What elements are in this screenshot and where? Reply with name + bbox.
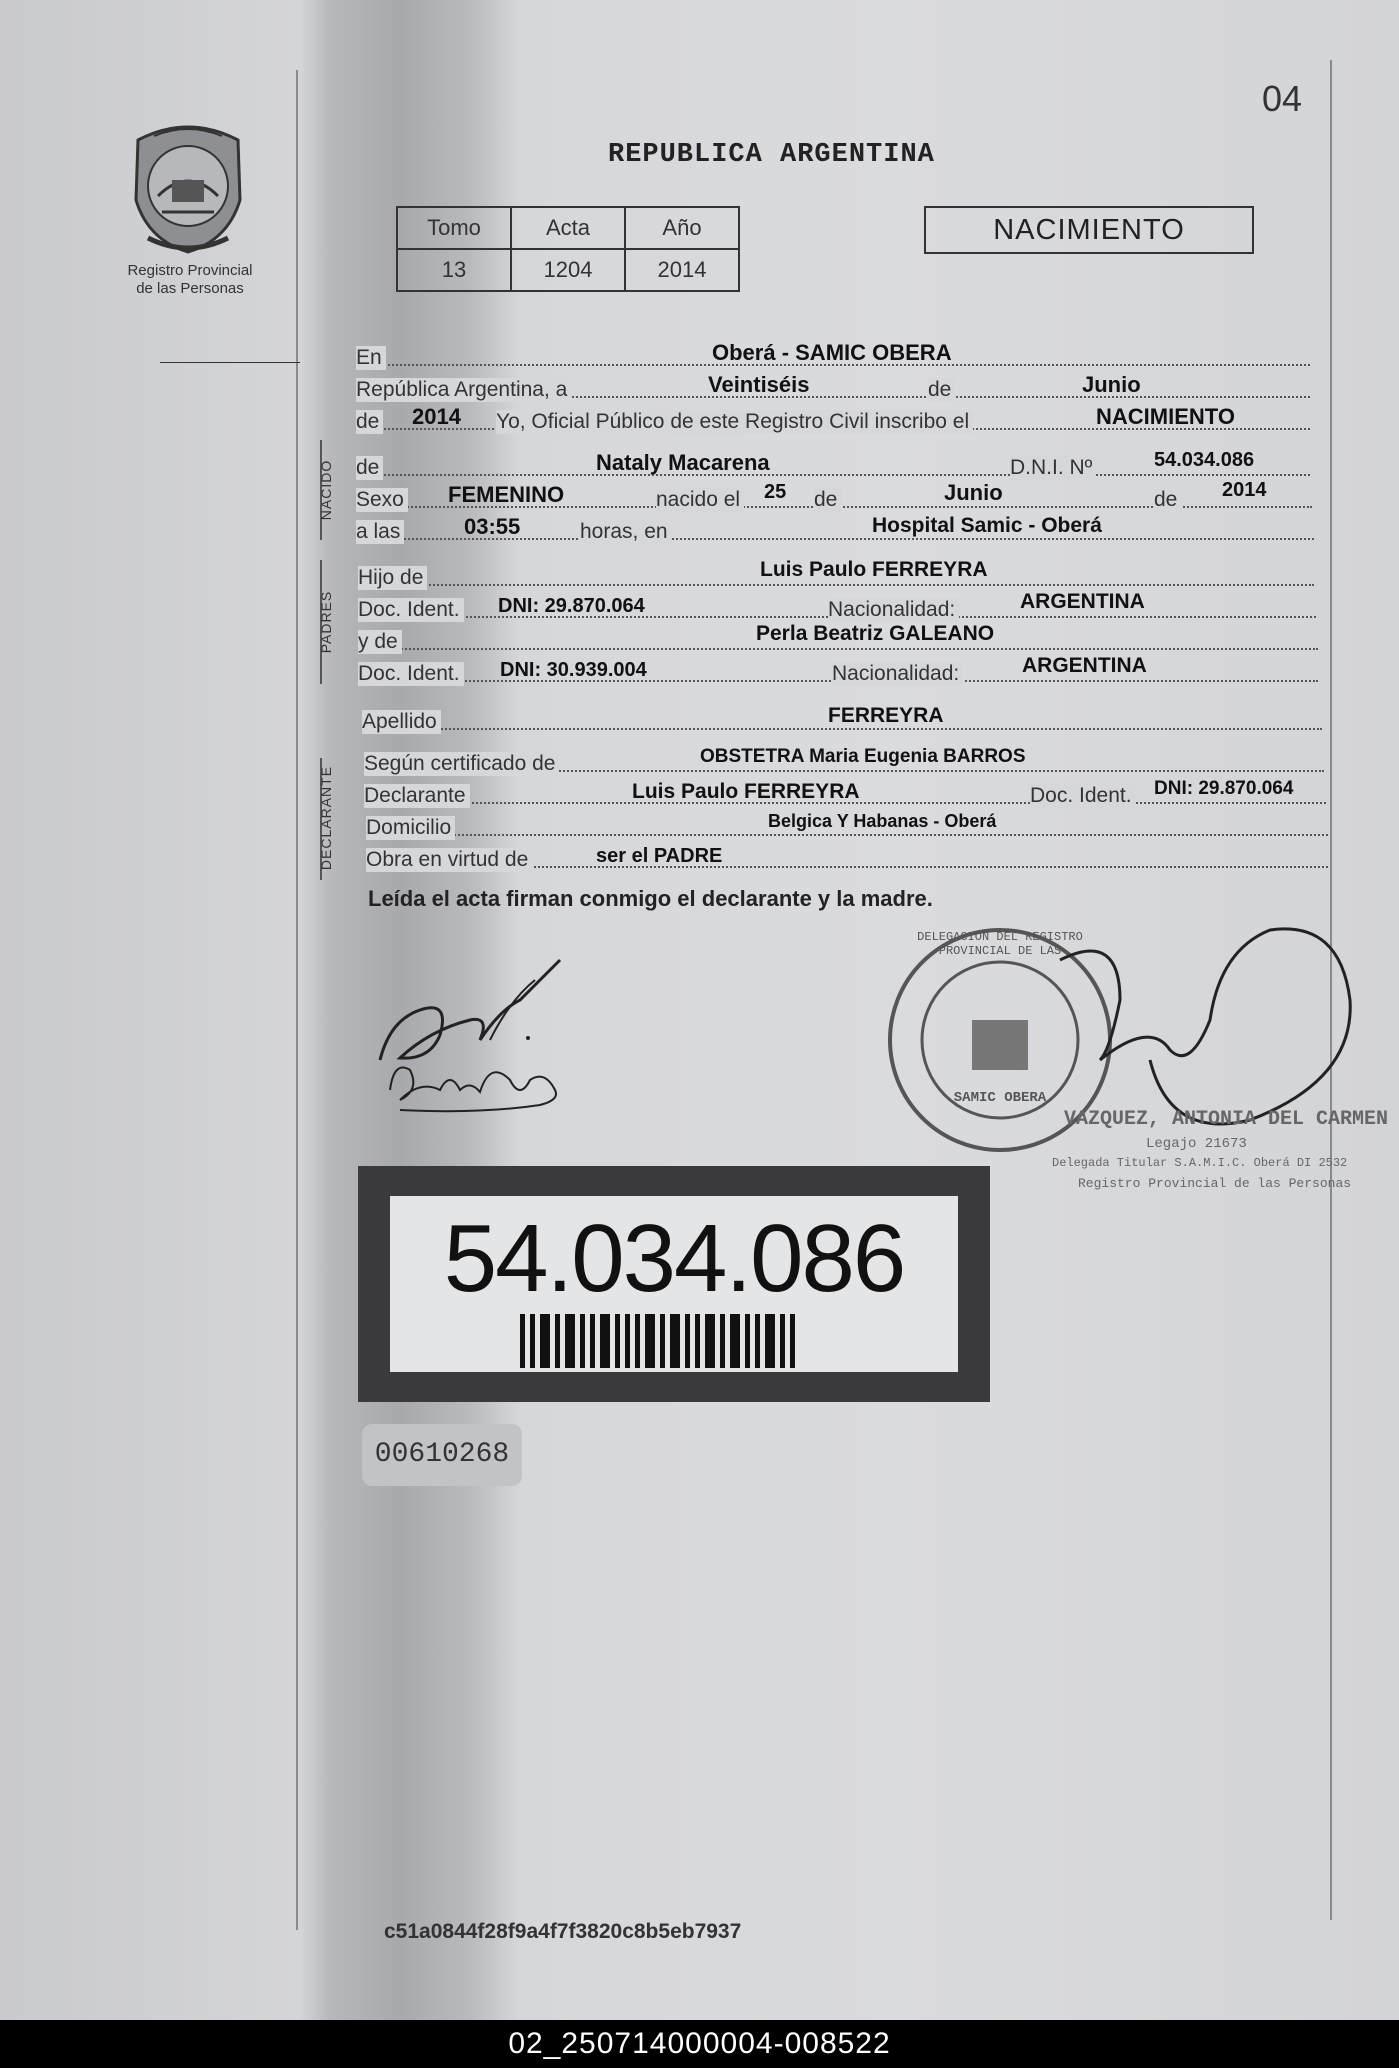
value-birth-month: Junio: [944, 480, 1003, 505]
label-de-name: de: [356, 456, 383, 480]
stamp-inner-text: SAMIC OBERA: [953, 1090, 1047, 1106]
row-domicilio: [366, 812, 1328, 842]
label-de-year: de: [356, 410, 383, 434]
page-number: 04: [1262, 78, 1303, 119]
label-declarante: Declarante: [364, 784, 470, 808]
value-father-nationality: ARGENTINA: [1020, 590, 1145, 613]
serial-number: 00610268: [362, 1424, 522, 1486]
row-hora: [356, 516, 1314, 546]
label-en: En: [356, 346, 386, 370]
section-label-nacido: NACIDO: [318, 459, 334, 521]
label-a-las: a las: [356, 520, 404, 544]
value-birth-day: 25: [764, 481, 787, 503]
row-en: [356, 342, 1310, 372]
ref-header-tomo: Tomo: [397, 207, 511, 249]
label-sexo: Sexo: [356, 488, 408, 512]
label-y-de: y de: [358, 630, 402, 654]
ref-header-anio: Año: [625, 207, 739, 249]
label-dni: D.N.I. Nº: [1010, 456, 1096, 480]
value-declarante: Luis Paulo FERREYRA: [632, 780, 860, 803]
value-mother-nationality: ARGENTINA: [1022, 654, 1147, 677]
label-nacionalidad-father: Nacionalidad:: [828, 598, 959, 622]
value-father-doc: DNI: 29.870.064: [498, 595, 645, 617]
ref-value-anio: 2014: [625, 249, 739, 291]
registry-label-line2: de las Personas: [136, 280, 244, 297]
ref-header-acta: Acta: [511, 207, 625, 249]
acta-type-box: NACIMIENTO: [924, 206, 1254, 254]
value-hour: 03:55: [464, 514, 521, 539]
value-mother-name: Perla Beatriz GALEANO: [756, 622, 995, 645]
official-role: Delegada Titular S.A.M.I.C. Oberá DI 2532: [1052, 1156, 1348, 1170]
section-label-declarante: DECLARANTE: [318, 765, 334, 871]
row-oficial: [356, 406, 1310, 436]
value-en: Oberá - SAMIC OBERA: [712, 340, 952, 365]
value-apellido: FERREYRA: [828, 704, 944, 727]
label-nacido-el: nacido el: [656, 488, 744, 512]
label-doc-ident-father: Doc. Ident.: [358, 598, 464, 622]
value-month-text: Junio: [1082, 372, 1141, 397]
row-certificado: [364, 748, 1324, 778]
row-sexo: [356, 479, 1312, 514]
row-republica: [356, 374, 1310, 404]
row-hijo: [358, 558, 1314, 592]
stamp-ring-text: DELEGACION DEL REGISTRO PROVINCIAL DE LAS: [917, 930, 1083, 958]
row-y-de: [358, 622, 1318, 656]
value-sexo: FEMENINO: [448, 482, 565, 507]
label-virtud: Obra en virtud de: [366, 848, 532, 872]
label-oficial: Yo, Oficial Público de este Registro Civil inscribo el: [496, 410, 973, 434]
value-virtud: ser el PADRE: [596, 845, 723, 867]
official-name: VAZQUEZ, ANTONIA DEL CARMEN: [1064, 1108, 1389, 1131]
label-doc-ident-mother: Doc. Ident.: [358, 662, 464, 686]
label-doc-ident-declarante: Doc. Ident.: [1030, 784, 1136, 808]
value-mother-doc: DNI: 30.939.004: [500, 659, 647, 681]
document-title: REPUBLICA ARGENTINA: [608, 140, 935, 170]
label-domicilio: Domicilio: [366, 816, 455, 840]
province-seal-logo: [128, 120, 248, 260]
row-apellido: [362, 706, 1322, 736]
label-de-birth-year: de: [1154, 488, 1181, 512]
id-barcode-label: [358, 1166, 990, 1402]
value-dni: 54.034.086: [1154, 449, 1255, 471]
id-number: 54.034.086: [443, 1205, 905, 1312]
registry-label: [110, 262, 270, 298]
footer-file-id: 02_250714000004-008522: [0, 2020, 1399, 2068]
label-de-month: de: [814, 488, 841, 512]
value-year: 2014: [412, 404, 461, 429]
label-certificado: Según certificado de: [364, 752, 559, 776]
margin-tick: [160, 362, 300, 363]
row-name: [356, 449, 1310, 482]
value-father-name: Luis Paulo FERREYRA: [760, 558, 988, 581]
value-declarante-doc: DNI: 29.870.064: [1154, 778, 1294, 799]
ref-value-tomo: 13: [397, 249, 511, 291]
value-place: Hospital Samic - Oberá: [872, 514, 1102, 537]
value-name: Nataly Macarena: [596, 450, 770, 475]
row-declarante: [364, 780, 1326, 810]
barcode-icon: [520, 1314, 900, 1368]
label-hijo: Hijo de: [358, 566, 427, 590]
label-nacionalidad-mother: Nacionalidad:: [832, 662, 963, 686]
label-republica: República Argentina, a: [356, 378, 571, 402]
left-margin-line: [296, 70, 298, 1930]
id-barcode-panel: [390, 1196, 958, 1372]
closing-statement: Leída el acta firman conmigo el declarante y la madre.: [368, 886, 933, 911]
value-birth-year: 2014: [1222, 479, 1267, 501]
registry-label-line1: Registro Provincial: [127, 262, 253, 279]
label-apellido: Apellido: [362, 710, 441, 734]
row-virtud: [366, 844, 1328, 874]
mother-signature: [380, 1050, 580, 1120]
label-de: de: [928, 378, 955, 402]
ref-value-acta: 1204: [511, 249, 625, 291]
value-certificado: OBSTETRA Maria Eugenia BARROS: [700, 746, 1026, 767]
row-mother-doc: [358, 654, 1318, 688]
label-horas-en: horas, en: [580, 520, 672, 544]
value-domicilio: Belgica Y Habanas - Oberá: [768, 811, 997, 831]
value-inscribo: NACIMIENTO: [1096, 404, 1235, 429]
value-day-text: Veintiséis: [708, 372, 810, 397]
official-legajo: Legajo 21673: [1146, 1136, 1247, 1152]
section-label-padres: PADRES: [318, 590, 334, 654]
reference-table: [396, 206, 740, 292]
document-hash: c51a0844f28f9a4f7f3820c8b5eb7937: [384, 1920, 742, 1943]
official-org: Registro Provincial de las Personas: [1078, 1176, 1352, 1191]
row-father-doc: [358, 590, 1316, 624]
